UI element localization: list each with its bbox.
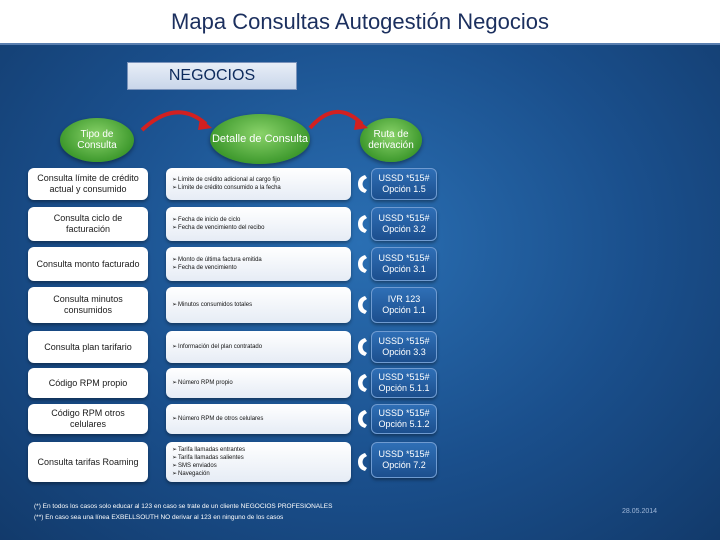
row-detail [166, 404, 351, 434]
row-detail [166, 331, 351, 363]
route-box [371, 207, 437, 241]
row-detail [166, 247, 351, 281]
row-detail [166, 287, 351, 323]
row-name: Consulta límite de crédito actual y consumido [28, 168, 148, 200]
row-name: Código RPM otros celulares [28, 404, 148, 434]
route-box [371, 331, 437, 363]
detail-line: ➢ Monto de última factura emitida [172, 256, 262, 264]
route-line: USSD *515# [378, 335, 430, 346]
route-box [371, 368, 437, 398]
route-line: Opción 1.5 [382, 184, 426, 194]
route-line: Opción 3.2 [382, 224, 426, 234]
detail-line: ➢ Minutos consumidos totales [172, 301, 252, 309]
route-box [371, 168, 437, 200]
section-label: NEGOCIOS [127, 62, 297, 90]
route-box [371, 247, 437, 281]
row-detail [166, 168, 351, 200]
detail-line: ➢ Tarifa llamadas salientes [172, 454, 244, 462]
header-detalle: Detalle de Consulta [210, 114, 310, 164]
phone-icon [355, 368, 368, 398]
footnote: (**) En caso sea una línea EXBELLSOUTH NO derivar al 123 en ninguno de los casos [34, 514, 284, 521]
detail-line: ➢ Fecha de vencimiento del recibo [172, 224, 264, 232]
route-line: Opción 7.2 [382, 460, 426, 470]
route-box [371, 287, 437, 323]
phone-icon [355, 331, 368, 363]
header-ruta: Ruta de derivación [360, 118, 422, 162]
detail-line: ➢ Tarifa llamadas entrantes [172, 446, 245, 454]
route-line: USSD *515# [378, 407, 430, 418]
phone-icon [355, 247, 368, 281]
detail-line: ➢ Límite de crédito consumido a la fecha [172, 184, 281, 192]
detail-line: ➢ Número RPM propio [172, 379, 233, 387]
row-detail [166, 368, 351, 398]
row-detail [166, 207, 351, 241]
row-name: Código RPM propio [28, 368, 148, 398]
route-line: USSD *515# [378, 371, 430, 382]
route-line: Opción 3.3 [382, 347, 426, 357]
detail-line: ➢ Límite de crédito adicional al cargo fijo [172, 176, 280, 184]
detail-line: ➢ Número RPM de otros celulares [172, 415, 263, 423]
route-line: Opción 5.1.2 [378, 419, 430, 429]
phone-icon [355, 404, 368, 434]
route-line: USSD *515# [378, 172, 430, 183]
curved-arrow-icon [138, 104, 214, 134]
route-line: Opción 5.1.1 [378, 383, 430, 393]
route-line: IVR 123 [387, 293, 421, 304]
route-line: USSD *515# [378, 252, 430, 263]
page-title: Mapa Consultas Autogestión Negocios [171, 8, 549, 34]
route-box [371, 442, 437, 478]
row-name: Consulta monto facturado [28, 247, 148, 281]
detail-line: ➢ Fecha de vencimiento [172, 264, 237, 272]
route-line: Opción 1.1 [382, 305, 426, 315]
route-box [371, 404, 437, 434]
row-name: Consulta plan tarifario [28, 331, 148, 363]
detail-line: ➢ Fecha de inicio de ciclo [172, 216, 240, 224]
phone-icon [355, 442, 368, 482]
route-line: USSD *515# [378, 448, 430, 459]
phone-icon [355, 287, 368, 323]
route-line: USSD *515# [378, 212, 430, 223]
row-detail [166, 442, 351, 482]
row-name: Consulta minutos consumidos [28, 287, 148, 323]
header-tipo: Tipo de Consulta [60, 118, 134, 162]
date-label: 28.05.2014 [622, 508, 658, 515]
row-name: Consulta ciclo de facturación [28, 207, 148, 241]
curved-arrow-icon [306, 104, 370, 134]
title-bar [0, 0, 720, 45]
detail-line: ➢ Navegación [172, 470, 210, 478]
footnote: (*) En todos los casos solo educar al 123 en caso se trate de un cliente NEGOCIOS PROFESIONALES [34, 503, 333, 510]
detail-line: ➢ SMS enviados [172, 462, 217, 470]
phone-icon [355, 207, 368, 241]
route-line: Opción 3.1 [382, 264, 426, 274]
detail-line: ➢ Información del plan contratado [172, 343, 262, 351]
row-name: Consulta tarifas Roaming [28, 442, 148, 482]
phone-icon [355, 168, 368, 200]
